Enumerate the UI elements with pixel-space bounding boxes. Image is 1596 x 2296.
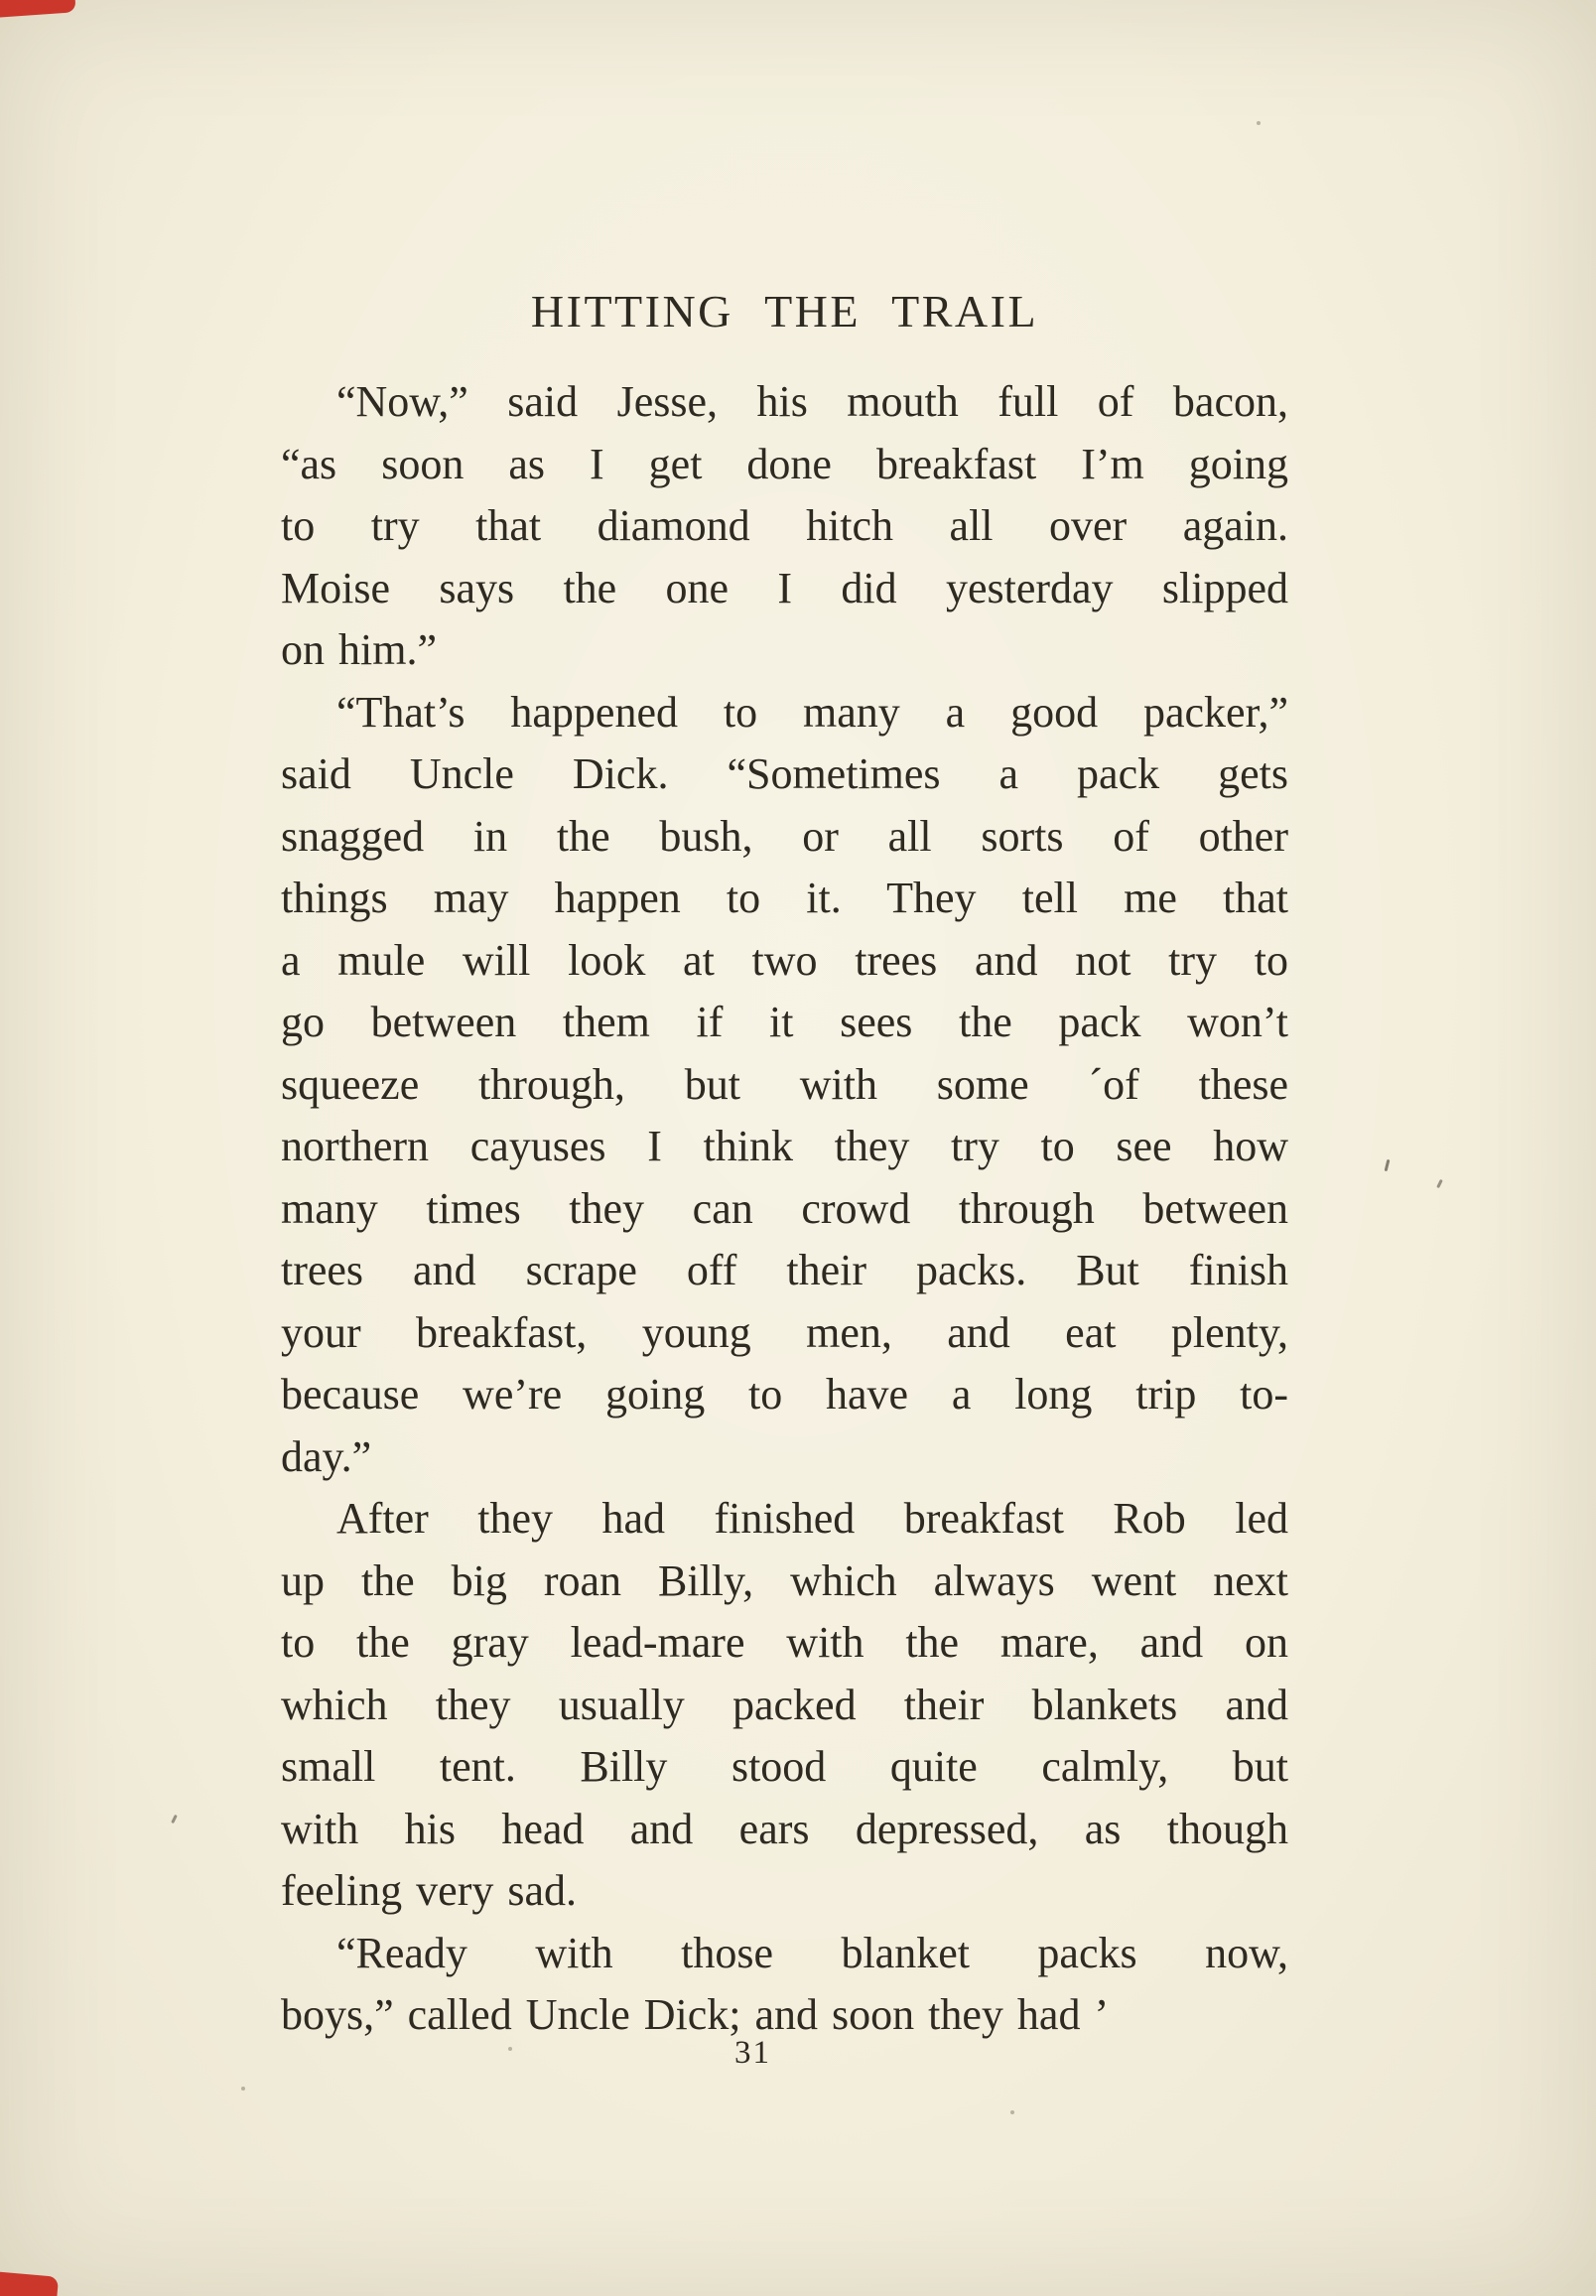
page-number: 31 [734,2035,771,2071]
scan-speck [1385,1159,1391,1171]
paragraph [281,371,1288,682]
text-block [281,371,1288,2047]
scan-speck [508,2047,512,2051]
text-line: small tent. Billy stood quite calmly, but [281,1742,1288,1791]
text-line: After they had finished breakfast Rob led [336,1494,1288,1543]
text-line: your breakfast, young men, and eat plenty, [281,1307,1288,1357]
text-line: Moise says the one I did yesterday slipped [281,563,1288,612]
scan-speck [1010,2110,1014,2114]
text-line: with his head and ears depressed, as though [281,1804,1288,1853]
text-line: said Uncle Dick. “Sometimes a pack gets [281,749,1288,798]
text-line: northern cayuses I think they try to see how [281,1122,1288,1170]
scan-artifact-red-bottom-left [0,2271,59,2296]
text-line: “Ready with those blanket packs now, [336,1928,1288,1977]
text-line: feeling very sad. [281,1866,577,1915]
text-line: a mule will look at two trees and not try to [281,935,1288,985]
text-line: up the big roan Billy, which always went next [281,1555,1288,1605]
text-line: many times they can crowd through between [281,1183,1288,1233]
text-line: day.” [281,1431,372,1481]
text-line: squeeze through, but with some ´of these [281,1059,1288,1109]
paragraph [281,1923,1288,2047]
text-line: snagged in the bush, or all sorts of other [281,811,1288,861]
paragraph [281,682,1288,1489]
text-line: “Now,” said Jesse, his mouth full of bacon, [336,377,1288,426]
running-header: HITTING THE TRAIL [530,286,1039,337]
text-line: “That’s happened to many a good packer,” [336,687,1288,737]
text-line: on him.” [281,625,437,674]
text-line: to the gray lead-mare with the mare, and on [281,1618,1288,1667]
scan-speck [1436,1179,1443,1188]
text-line: boys,” called Uncle Dick; and soon they had ’ [281,1990,1110,2039]
scan-speck [241,2087,245,2091]
scan-speck [1257,121,1261,125]
text-line: trees and scrape off their packs. But finish [281,1246,1288,1294]
scan-artifact-red-top-left [0,0,76,18]
text-line: go between them if it sees the pack won’t [281,998,1288,1046]
text-line: because we’re going to have a long trip to- [281,1370,1288,1418]
text-line: which they usually packed their blankets and [281,1680,1288,1729]
text-line: “as soon as I get done breakfast I’m going [281,439,1288,488]
text-line: things may happen to it. They tell me that [281,874,1288,922]
scan-speck [171,1815,178,1823]
text-line: to try that diamond hitch all over again. [281,501,1288,550]
paragraph [281,1488,1288,1923]
